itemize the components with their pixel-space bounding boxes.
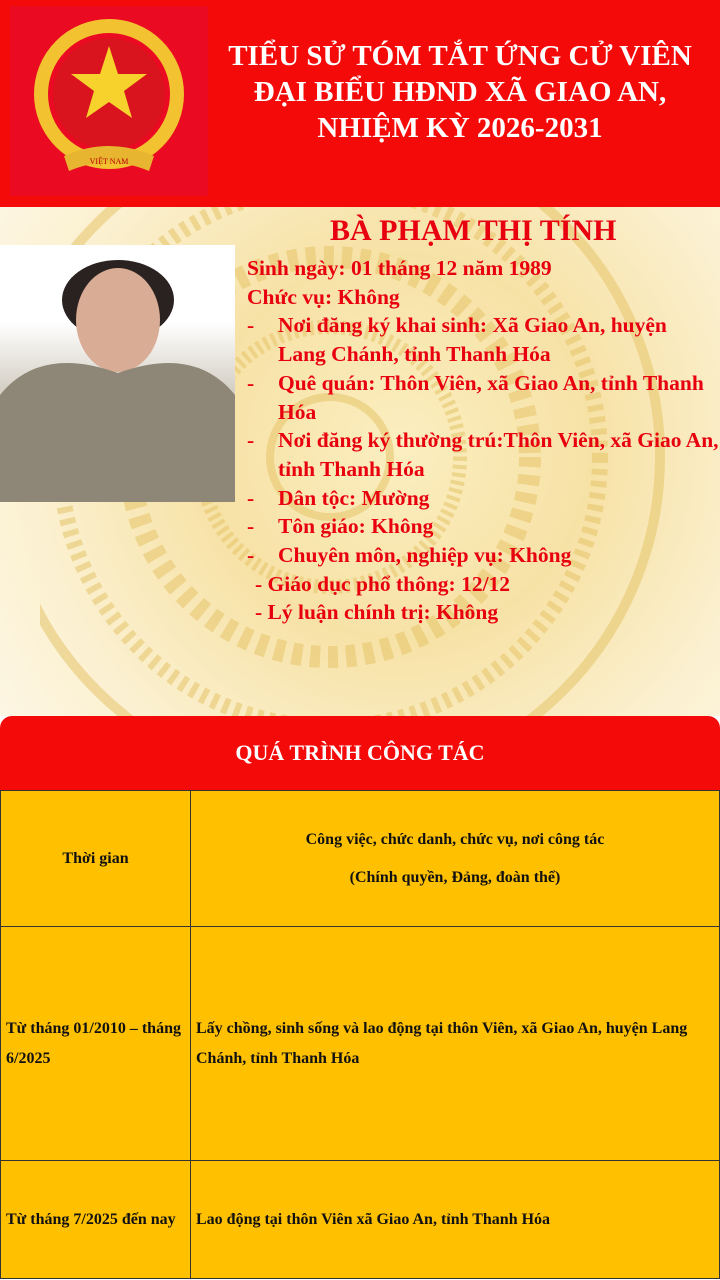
candidate-info <box>247 254 720 627</box>
info-item: - Tôn giáo: Không <box>247 514 434 539</box>
header <box>0 0 720 207</box>
political-theory: - Lý luận chính trị: Không <box>255 600 499 625</box>
work-history-table <box>0 790 720 1279</box>
info-item: - Nơi đăng ký thường trú:Thôn Viên, xã Giao An, tỉnh Thanh Hóa <box>247 428 719 481</box>
title-line: TIỂU SỬ TÓM TẮT ỨNG CỬ VIÊN <box>228 40 692 72</box>
page-title <box>215 38 705 146</box>
title-line: NHIỆM KỲ 2026-2031 <box>317 112 603 144</box>
svg-text:VIỆT NAM: VIỆT NAM <box>89 157 129 166</box>
header-job: Công việc, chức danh, chức vụ, nơi công tác (Chính quyền, Đảng, đoàn thể) <box>191 791 720 927</box>
education: - Giáo dục phổ thông: 12/12 <box>255 571 511 596</box>
row-time: Từ tháng 7/2025 đến nay <box>1 1161 191 1279</box>
table-row <box>1 927 720 1161</box>
row-job: Lao động tại thôn Viên xã Giao An, tỉnh Thanh Hóa <box>191 1161 720 1279</box>
header-time: Thời gian <box>1 791 191 927</box>
position: Chức vụ: Không <box>247 284 400 309</box>
info-item: - Quê quán: Thôn Viên, xã Giao An, tỉnh Thanh Hóa <box>247 370 704 424</box>
title-line: ĐẠI BIỂU HĐND XÃ GIAO AN, <box>253 76 667 108</box>
candidate-photo <box>0 245 235 502</box>
info-item: - Nơi đăng ký khai sinh: Xã Giao An, huyện Lang Chánh, tỉnh Thanh Hóa <box>247 313 667 367</box>
work-history-title: QUÁ TRÌNH CÔNG TÁC <box>0 716 720 790</box>
table-row <box>1 1161 720 1279</box>
info-item: - Dân tộc: Mường <box>247 485 430 510</box>
table-header-row <box>1 791 720 927</box>
row-time: Từ tháng 01/2010 – tháng 6/2025 <box>1 927 191 1161</box>
bio-section <box>0 207 720 716</box>
national-emblem <box>10 6 208 196</box>
info-item: - Chuyên môn, nghiệp vụ: Không <box>247 543 572 568</box>
row-job: Lấy chồng, sinh sống và lao động tại thôn Viên, xã Giao An, huyện Lang Chánh, tỉnh Thanh Hóa <box>191 927 720 1161</box>
candidate-name: BÀ PHẠM THỊ TÍNH <box>330 214 617 247</box>
birth-date: Sinh ngày: 01 tháng 12 năm 1989 <box>247 256 552 280</box>
